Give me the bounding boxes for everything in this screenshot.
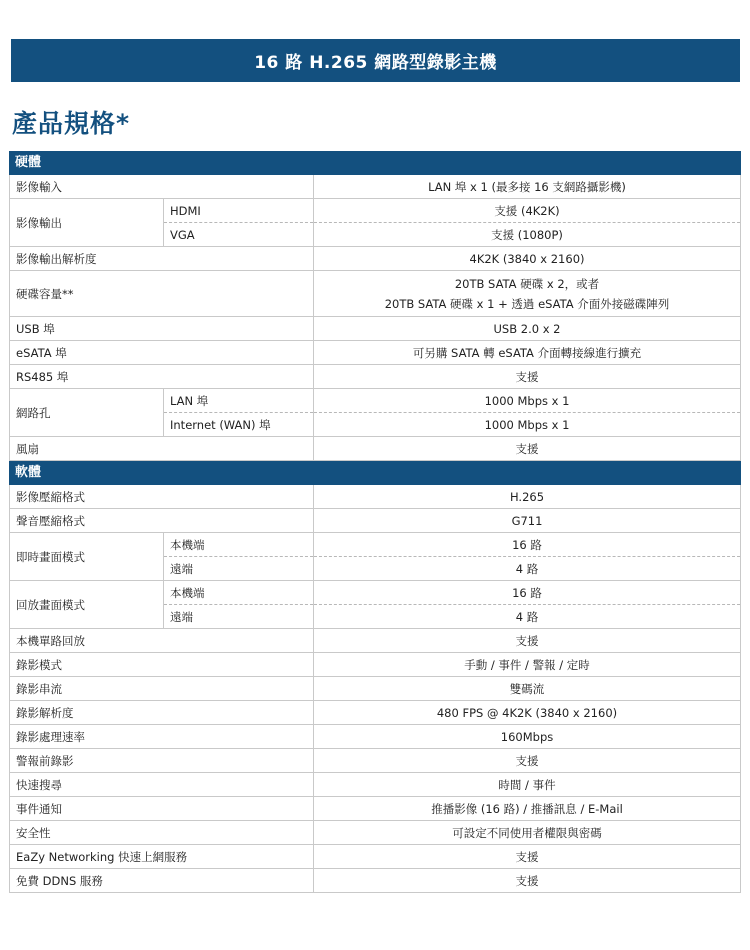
spec-value [314,271,740,316]
spec-table [9,151,741,893]
spec-row [9,821,741,845]
spec-row [9,677,741,701]
spec-values [314,653,741,676]
spec-value: G711 [511,513,543,528]
spec-value: 可另購 SATA 轉 eSATA 介面轉接線進行擴充 [412,345,642,360]
spec-value: 160Mbps [500,729,554,744]
spec-row [9,389,741,437]
spec-row [9,271,741,317]
spec-value: 支援 [515,633,539,648]
spec-value: 時間 / 事件 [498,777,556,792]
spec-row [9,653,741,677]
spec-value: 支援 [515,753,539,768]
spec-row [9,845,741,869]
spec-values [314,869,741,892]
spec-value: 支援 [515,369,539,384]
spec-label: 錄影串流 [9,677,314,700]
spec-sublabels [164,199,314,246]
spec-label: RS485 埠 [9,365,314,388]
spec-row [9,533,741,581]
spec-sublabels [164,533,314,580]
spec-values [314,845,741,868]
spec-sublabel: 遠端 [164,604,313,628]
spec-values [314,533,741,580]
spec-row [9,749,741,773]
spec-value: 支援 [515,849,539,864]
spec-values [314,175,741,198]
spec-row [9,437,741,461]
spec-row [9,365,741,389]
spec-row [9,509,741,533]
spec-sublabel: VGA [164,222,313,246]
spec-value: 雙碼流 [509,681,545,696]
spec-values [314,341,741,364]
page-title: 產品規格* [12,109,131,138]
spec-row [9,629,741,653]
spec-sublabel: LAN 埠 [170,393,209,408]
spec-value: LAN 埠 x 1 (最多接 16 支網路攝影機) [428,179,626,194]
spec-label: 錄影解析度 [9,701,314,724]
spec-value: 4 路 [314,604,740,628]
spec-sublabels [164,581,314,628]
spec-value: 手動 / 事件 / 警報 / 定時 [464,657,590,672]
spec-value: 可設定不同使用者權限與密碼 [452,825,602,840]
spec-value: 推播影像 (16 路) / 推播訊息 / E-Mail [431,801,623,816]
spec-value: 1000 Mbps x 1 [314,412,740,436]
spec-row [9,247,741,271]
spec-label: 快速搜尋 [9,773,314,796]
spec-label: 錄影處理速率 [9,725,314,748]
spec-values [314,271,741,316]
section-header: 硬體 [9,151,741,175]
spec-value: 4 路 [314,556,740,580]
spec-row [9,175,741,199]
spec-values [314,485,741,508]
spec-values [314,821,741,844]
spec-row [9,199,741,247]
spec-value: 4K2K (3840 x 2160) [469,251,585,266]
spec-values [314,701,741,724]
spec-label: 影像壓縮格式 [9,485,314,508]
spec-row [9,869,741,893]
spec-label: eSATA 埠 [9,341,314,364]
spec-values [314,317,741,340]
spec-values [314,437,741,460]
spec-value: 支援 (1080P) [314,222,740,246]
spec-row [9,701,741,725]
spec-values [314,247,741,270]
spec-sublabel: HDMI [170,203,201,218]
spec-label: 本機單路回放 [9,629,314,652]
spec-value: 480 FPS @ 4K2K (3840 x 2160) [436,705,618,720]
spec-values [314,773,741,796]
spec-row [9,341,741,365]
spec-value: 16 路 [512,585,542,600]
spec-value: 支援 [515,441,539,456]
spec-label: 回放畫面模式 [9,581,164,628]
spec-label: 聲音壓縮格式 [9,509,314,532]
spec-value: 1000 Mbps x 1 [484,393,570,408]
spec-value-line: 20TB SATA 硬碟 x 1 + 透過 eSATA 介面外接磁碟陣列 [384,296,670,311]
spec-label: 硬碟容量** [9,271,314,316]
spec-label: 即時畫面模式 [9,533,164,580]
spec-sublabel: Internet (WAN) 埠 [164,412,313,436]
spec-value-line: 20TB SATA 硬碟 x 2，或者 [454,276,600,291]
spec-sublabel: 本機端 [170,537,205,552]
spec-values [314,365,741,388]
spec-label: 網路孔 [9,389,164,436]
spec-row [9,317,741,341]
section-header: 軟體 [9,461,741,485]
spec-row [9,797,741,821]
spec-sublabel: 本機端 [170,585,205,600]
product-banner: 16 路 H.265 網路型錄影主機 [11,39,740,82]
spec-label: 錄影模式 [9,653,314,676]
spec-values [314,677,741,700]
spec-values [314,725,741,748]
spec-row [9,725,741,749]
spec-label: 影像輸出 [9,199,164,246]
spec-row [9,581,741,629]
spec-label: 風扇 [9,437,314,460]
spec-sublabel: 遠端 [164,556,313,580]
spec-values [314,199,741,246]
spec-value: 支援 (4K2K) [494,203,560,218]
spec-value: USB 2.0 x 2 [493,321,561,336]
spec-label: 事件通知 [9,797,314,820]
spec-values [314,581,741,628]
spec-sublabels [164,389,314,436]
spec-values [314,629,741,652]
spec-label: 影像輸入 [9,175,314,198]
spec-row [9,773,741,797]
spec-label: 影像輸出解析度 [9,247,314,270]
spec-row [9,485,741,509]
spec-label: USB 埠 [9,317,314,340]
spec-values [314,509,741,532]
spec-value: 支援 [515,873,539,888]
spec-label: 警報前錄影 [9,749,314,772]
spec-values [314,797,741,820]
spec-value: 16 路 [512,537,542,552]
spec-values [314,389,741,436]
spec-label: EaZy Networking 快速上網服務 [9,845,314,868]
spec-label: 免費 DDNS 服務 [9,869,314,892]
spec-label: 安全性 [9,821,314,844]
spec-value: H.265 [509,489,545,504]
spec-values [314,749,741,772]
